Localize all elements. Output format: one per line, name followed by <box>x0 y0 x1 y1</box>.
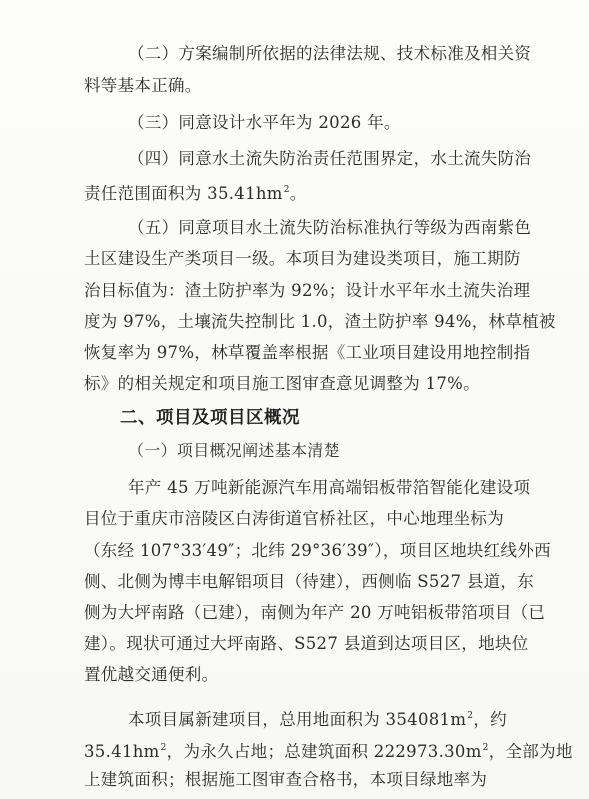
text-line: （三）同意设计水平年为 2026 年。 <box>128 113 401 132</box>
superscript: 2 <box>283 185 290 195</box>
subsection-heading: （一）项目概况阐述基本清楚 <box>128 441 340 460</box>
text-line: 料等基本正确。 <box>84 76 202 95</box>
text-line: $35.41hm^2$，为永久占地；总建筑面积 $222973.30m^2$，全部为地 <box>84 742 573 761</box>
text-line: 年产 45 万吨新能源汽车用高端铝板带箔智能化建设项 <box>128 478 531 497</box>
text-line: （四）同意水土流失防治责任范围界定，水土流失防治 <box>128 149 532 168</box>
text-line: 度为 97%，土壤流失控制比 1.0，渣土防护率 94%，林草植被 <box>84 312 556 331</box>
text-line: 标》的相关规定和项目施工图审查意见调整为 17%。 <box>84 374 480 393</box>
text-line: 建）。现状可通过大坪南路、S527 县道到达项目区，地块位 <box>84 634 529 653</box>
text-line: 置优越交通便利。 <box>84 665 219 684</box>
superscript: 2 <box>467 711 474 721</box>
text-line: 上建筑面积；根据施工图审查合格书，本项目绿地率为 <box>84 770 488 789</box>
text-line: 本项目属新建项目，总用地面积为 $354081m^2$，约 <box>128 710 507 729</box>
superscript: 2 <box>160 743 167 753</box>
section-heading: 二、项目及项目区概况 <box>120 408 300 428</box>
text-line: 责任范围面积为 $35.41hm^2$。 <box>84 184 307 203</box>
text-line: （二）方案编制所依据的法律法规、技术标准及相关资 <box>128 44 532 63</box>
text-line: （东经 107°33′49″；北纬 29°36′39″），项目区地块红线外西 <box>84 541 551 560</box>
text-line: 土区建设生产类项目一级。本项目为建设类项目，施工期防 <box>84 249 521 268</box>
text-line: 侧、北侧为博丰电解铝项目（待建），西侧临 S527 县道，东 <box>84 572 535 591</box>
superscript: 2 <box>482 743 489 753</box>
text-line: 恢复率为 97%，林草覆盖率根据《工业项目建设用地控制指 <box>84 343 531 362</box>
text-line: （五）同意项目水土流失防治标准执行等级为西南紫色 <box>128 218 532 237</box>
text-line: 目位于重庆市涪陵区白涛街道官桥社区，中心地理坐标为 <box>84 509 504 528</box>
text-line: 侧为大坪南路（已建），南侧为年产 20 万吨铝板带箔项目（已 <box>84 603 546 622</box>
text-line: 治目标值为：渣土防护率为 92%；设计水平年水土流失治理 <box>84 281 531 300</box>
